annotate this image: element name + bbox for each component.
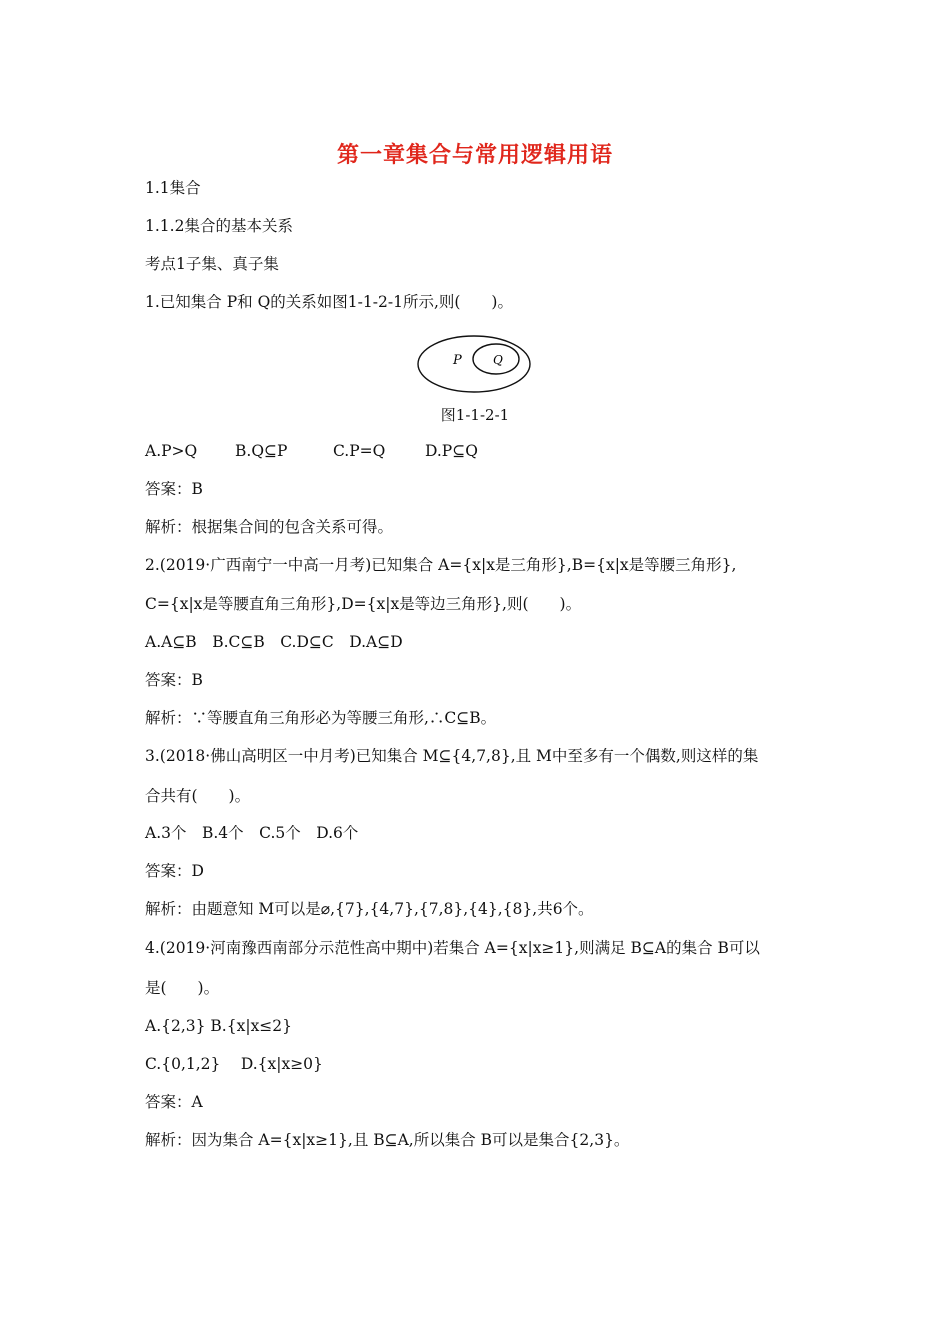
q3-analysis: 解析：由题意知 M可以是⌀,{7},{4,7},{7,8},{4},{8},共6个。 [145,900,594,918]
q3-options: A.3个 B.4个 C.5个 D.6个 [145,824,359,842]
q4-analysis: 解析：因为集合 A={x|x≥1},且 B⊆A,所以集合 B可以是集合{2,3}。 [145,1131,630,1149]
q1-option-d: D.P⊆Q [425,442,478,460]
q1-stem: 1.已知集合 P和 Q的关系如图1-1-2-1所示,则( )。 [145,293,513,311]
q2-options: A.A⊆B B.C⊆B C.D⊆C D.A⊆D [145,633,403,651]
section-heading: 1.1集合 [145,179,201,197]
q1-analysis: 解析：根据集合间的包含关系可得。 [145,518,394,536]
q2-stem-line1: 2.(2019·广西南宁一中高一月考)已知集合 A={x|x是三角形},B={x|x是等腰三角形}, [145,556,737,574]
q4-stem-line2: 是( )。 [145,979,220,997]
subsection-heading: 1.1.2集合的基本关系 [145,217,293,235]
q2-analysis: 解析：∵等腰直角三角形必为等腰三角形,∴C⊆B。 [145,709,497,727]
q4-options-line2: C.{0,1,2} D.{x|x≥0} [145,1055,323,1073]
topic-heading: 考点1子集、真子集 [145,255,279,273]
label-p: P [453,353,462,368]
q4-options-line1: A.{2,3} B.{x|x≤2} [145,1017,293,1035]
q4-answer: 答案：A [145,1093,203,1111]
label-q: Q [493,353,503,367]
q1-option-b: B.Q⊆P [235,442,288,460]
q3-stem-line1: 3.(2018·佛山高明区一中月考)已知集合 M⊆{4,7,8},且 M中至多有一个偶数,则这样的集 [145,747,759,765]
figure-caption: 图1-1-2-1 [440,406,510,424]
venn-diagram [415,333,535,395]
q2-stem-line2: C={x|x是等腰直角三角形},D={x|x是等边三角形},则( )。 [145,595,582,613]
q1-answer: 答案：B [145,480,203,498]
q4-stem-line1: 4.(2019·河南豫西南部分示范性高中期中)若集合 A={x|x≥1},则满足 B⊆A的集合 B可以 [145,939,760,957]
q3-answer: 答案：D [145,862,204,880]
page-title: 第一章集合与常用逻辑用语 [336,143,613,168]
q3-stem-line2: 合共有( )。 [145,787,251,805]
q1-option-c: C.P=Q [333,442,386,460]
q2-answer: 答案：B [145,671,203,689]
q1-option-a: A.P>Q [145,442,198,460]
